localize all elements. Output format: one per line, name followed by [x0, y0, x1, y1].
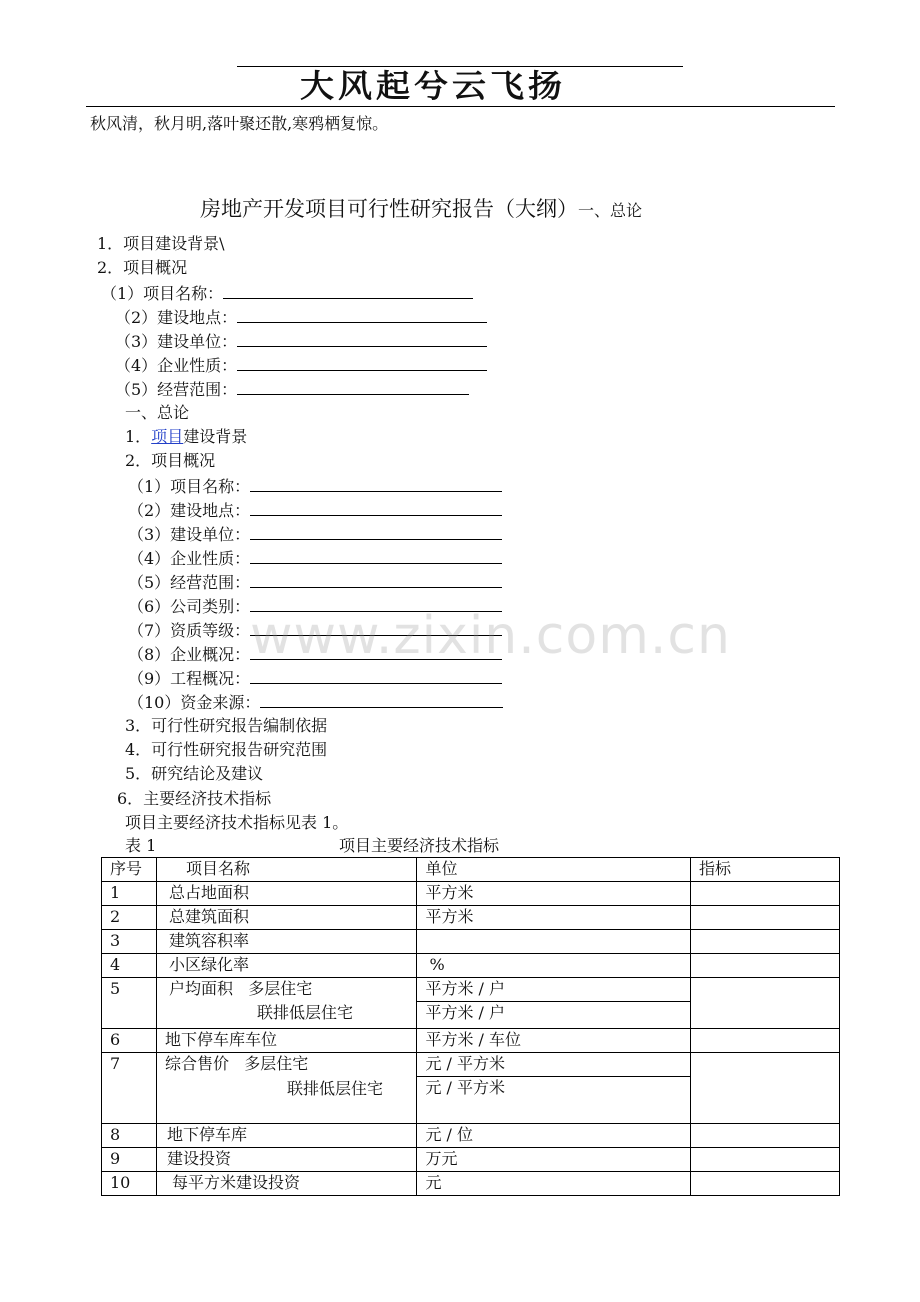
outline2-field-1 — [128, 476, 502, 497]
field-label: （2）建设地点： — [115, 308, 238, 327]
row-unit: 平方米 — [417, 882, 691, 906]
indicators-table — [101, 857, 840, 1196]
row-value — [690, 1124, 839, 1148]
outline2-item-1 — [125, 427, 247, 447]
document-title-main: 房地产开发项目可行性研究报告（大纲） — [200, 197, 578, 221]
row-name: 建设投资 — [156, 1148, 417, 1172]
project-link[interactable]: 项目 — [151, 427, 184, 446]
row-name: 地下停车库车位 — [156, 1029, 417, 1053]
row-unit: % — [417, 954, 691, 978]
outline2-field-9 — [128, 668, 502, 689]
row-unit — [417, 930, 691, 954]
outline2-field-5 — [128, 572, 502, 593]
field-label: （2）建设地点： — [128, 501, 251, 520]
row-value — [690, 1148, 839, 1172]
table-row — [102, 1172, 840, 1196]
outline1-item-2: 2．项目概况 — [97, 258, 188, 277]
outline2-item-5: 5．研究结论及建议 — [125, 764, 264, 783]
row-subunit: 平方米 / 户 — [417, 1002, 691, 1029]
row-value — [690, 954, 839, 978]
field-label: （7）资质等级： — [128, 621, 251, 640]
row-number: 5 — [102, 978, 157, 1029]
row-subname-text: 联排低层住宅 — [256, 1002, 353, 1022]
row-number: 3 — [102, 930, 157, 954]
outline1-item-1: 1．项目建设背景\ — [97, 234, 225, 253]
outline2-item-3: 3．可行性研究报告编制依据 — [125, 716, 328, 735]
header-poem: 秋风清，秋月明,落叶聚还散,寒鸦栖复惊。 — [90, 114, 389, 133]
item-text: 建设背景 — [183, 427, 248, 446]
row-unit: 元 — [417, 1172, 691, 1196]
row-value — [690, 930, 839, 954]
fill-blank — [250, 500, 502, 516]
header-bottom-rule — [86, 106, 835, 107]
row-number: 1 — [102, 882, 157, 906]
field-label: （10）资金来源： — [128, 693, 261, 712]
field-label: （1）项目名称： — [128, 477, 251, 496]
field-label: （4）企业性质： — [115, 356, 238, 375]
outline1-field-2 — [115, 307, 487, 328]
row-value — [690, 1172, 839, 1196]
row-subname — [156, 1077, 417, 1124]
header-cell: 序号 — [102, 858, 157, 882]
document-title — [200, 193, 642, 223]
outline2-field-3 — [128, 524, 502, 545]
fill-blank — [237, 379, 469, 395]
field-label: （8）企业概况： — [128, 645, 251, 664]
outline1-field-1 — [101, 283, 473, 304]
table-row — [102, 1148, 840, 1172]
header-cell: 指标 — [690, 858, 839, 882]
row-number: 8 — [102, 1124, 157, 1148]
row-subname — [156, 1002, 417, 1029]
brand-title: 大风起兮云飞扬 — [300, 67, 566, 105]
field-label: （5）经营范围： — [128, 573, 251, 592]
row-value — [690, 978, 839, 1029]
table-row — [102, 978, 840, 1002]
row-value — [690, 906, 839, 930]
row-name: 建筑容积率 — [156, 930, 417, 954]
table-row — [102, 1124, 840, 1148]
field-label: （1）项目名称： — [101, 284, 224, 303]
outline2-field-2 — [128, 500, 502, 521]
table-caption: 项目主要经济技术指标 — [339, 836, 500, 855]
field-label: （5）经营范围： — [115, 380, 238, 399]
row-number: 10 — [102, 1172, 157, 1196]
row-name: 地下停车库 — [156, 1124, 417, 1148]
row-unit: 元 / 位 — [417, 1124, 691, 1148]
outline1-field-4 — [115, 355, 487, 376]
row-name — [156, 1053, 417, 1077]
row-subunit: 元 / 平方米 — [417, 1077, 691, 1124]
row-unit: 平方米 / 户 — [417, 978, 691, 1002]
row-number: 2 — [102, 906, 157, 930]
table-header-row — [102, 858, 840, 882]
field-label: （3）建设单位： — [128, 525, 251, 544]
fill-blank — [250, 548, 502, 564]
row-number: 4 — [102, 954, 157, 978]
fill-blank — [237, 355, 487, 371]
row-name-text: 综合售价 多层住宅 — [164, 1054, 309, 1073]
outline1-field-5 — [115, 379, 469, 400]
header-cell — [156, 858, 417, 882]
outline2-item-2: 2．项目概况 — [125, 451, 216, 470]
watermark: www.zixin.com.cn — [250, 606, 731, 666]
row-unit: 元 / 平方米 — [417, 1053, 691, 1077]
row-number: 7 — [102, 1053, 157, 1124]
row-name: 小区绿化率 — [156, 954, 417, 978]
table-row — [102, 882, 840, 906]
row-name-text: 户均面积 多层住宅 — [168, 979, 313, 998]
row-number: 6 — [102, 1029, 157, 1053]
table-row — [102, 1053, 840, 1077]
row-unit: 平方米 / 车位 — [417, 1029, 691, 1053]
item-number: 1． — [125, 427, 152, 446]
fill-blank — [250, 668, 502, 684]
outline1-field-3 — [115, 331, 487, 352]
row-number: 9 — [102, 1148, 157, 1172]
row-name: 总建筑面积 — [156, 906, 417, 930]
table-row — [102, 954, 840, 978]
fill-blank — [250, 524, 502, 540]
fill-blank — [237, 307, 487, 323]
row-value — [690, 1029, 839, 1053]
field-label: （3）建设单位： — [115, 332, 238, 351]
outline2-item-6: 6．主要经济技术指标 — [117, 789, 272, 808]
header-cell-label: 项目名称 — [185, 859, 250, 878]
row-name: 每平方米建设投资 — [156, 1172, 417, 1196]
row-unit: 平方米 — [417, 906, 691, 930]
outline2-note: 项目主要经济技术指标见表 1。 — [125, 813, 349, 832]
field-label: （9）工程概况： — [128, 669, 251, 688]
fill-blank — [260, 692, 503, 708]
table-row — [102, 1029, 840, 1053]
header-cell: 单位 — [417, 858, 691, 882]
outline2-heading: 一、总论 — [125, 403, 190, 422]
field-label: （4）企业性质： — [128, 549, 251, 568]
fill-blank — [223, 283, 473, 299]
row-name — [156, 978, 417, 1002]
outline2-field-10 — [128, 692, 503, 713]
row-subname-text: 联排低层住宅 — [286, 1078, 383, 1098]
field-label: （6）公司类别： — [128, 597, 251, 616]
document-title-tail: 一、总论 — [578, 201, 643, 220]
table-row — [102, 906, 840, 930]
row-unit: 万元 — [417, 1148, 691, 1172]
outline2-field-4 — [128, 548, 502, 569]
row-value — [690, 882, 839, 906]
row-value — [690, 1053, 839, 1124]
fill-blank — [237, 331, 487, 347]
outline2-item-4: 4．可行性研究报告研究范围 — [125, 740, 328, 759]
table-label: 表 1 — [125, 836, 157, 855]
fill-blank — [250, 476, 502, 492]
table-row — [102, 930, 840, 954]
fill-blank — [250, 572, 502, 588]
row-name: 总占地面积 — [156, 882, 417, 906]
